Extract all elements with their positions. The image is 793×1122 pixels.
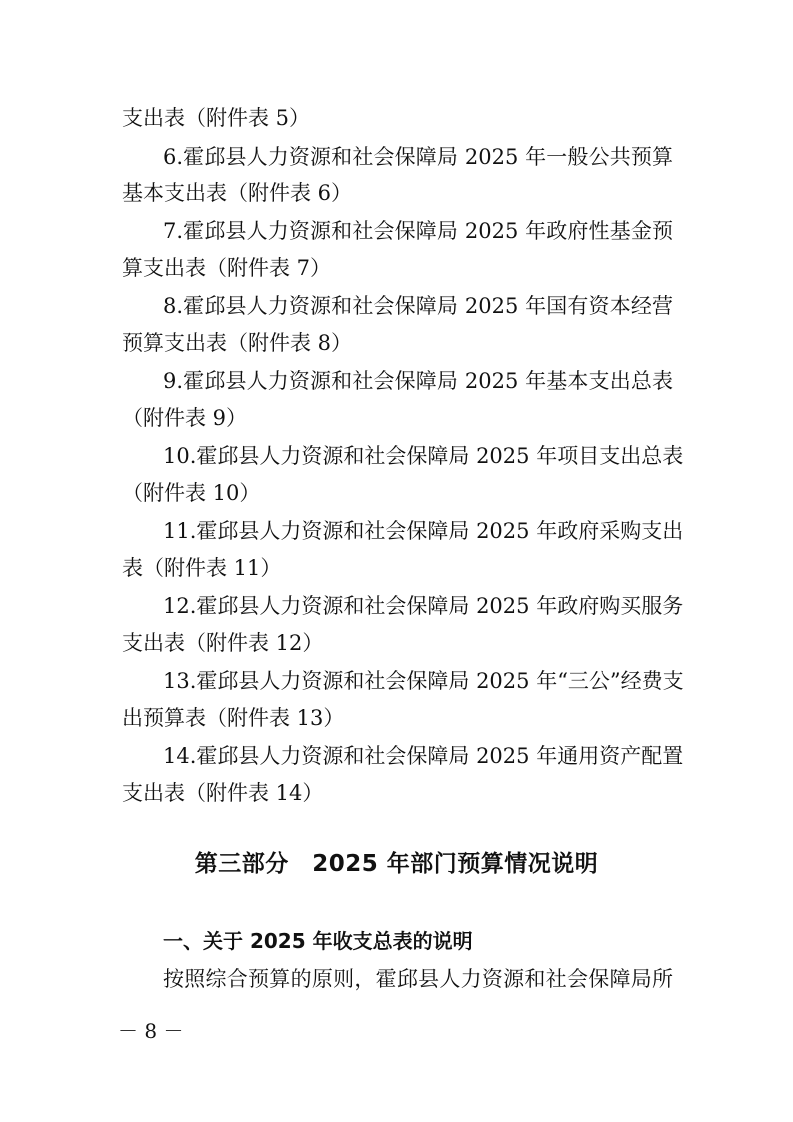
attachment-list-line <box>0 401 793 435</box>
attachment-list-line <box>0 326 793 360</box>
attachment-text: （附件表 9） <box>122 406 248 430</box>
attachment-list-line <box>0 664 793 698</box>
attachment-list-line <box>0 626 793 660</box>
attachment-text: 支出表（附件表 5） <box>122 106 311 130</box>
attachment-list-line <box>0 289 793 323</box>
attachment-list-line <box>0 551 793 585</box>
attachment-text: 8.霍邱县人力资源和社会保障局 2025 年国有资本经营 <box>163 294 673 318</box>
attachment-text: 7.霍邱县人力资源和社会保障局 2025 年政府性基金预 <box>163 219 673 243</box>
attachment-text: 13.霍邱县人力资源和社会保障局 2025 年“三公”经费支 <box>163 669 684 693</box>
attachment-list-line <box>0 514 793 548</box>
attachment-list-line <box>0 101 793 135</box>
attachment-list-line <box>0 589 793 623</box>
attachment-list-line <box>0 701 793 735</box>
subsection-heading: 一、关于 2025 年收支总表的说明 <box>163 929 473 953</box>
page-number: － 8 － <box>118 1019 184 1043</box>
attachment-list-line <box>0 140 793 174</box>
body-text: 按照综合预算的原则，霍邱县人力资源和社会保障局所 <box>163 967 673 991</box>
section-heading: 第三部分 2025 年部门预算情况说明 <box>194 851 599 877</box>
attachment-list-line <box>0 214 793 248</box>
attachment-list-line <box>0 251 793 285</box>
attachment-text: 12.霍邱县人力资源和社会保障局 2025 年政府购买服务 <box>163 594 684 618</box>
attachment-text: 出预算表（附件表 13） <box>122 706 345 730</box>
attachment-list-line <box>0 176 793 210</box>
attachment-list-line <box>0 476 793 510</box>
attachment-list-line <box>0 776 793 810</box>
attachment-text: 预算支出表（附件表 8） <box>122 331 353 355</box>
attachment-text: 支出表（附件表 12） <box>122 631 324 655</box>
attachment-text: 6.霍邱县人力资源和社会保障局 2025 年一般公共预算 <box>163 145 673 169</box>
attachment-text: 10.霍邱县人力资源和社会保障局 2025 年项目支出总表 <box>163 444 684 468</box>
attachment-text: 11.霍邱县人力资源和社会保障局 2025 年政府采购支出 <box>163 519 684 543</box>
attachment-text: 支出表（附件表 14） <box>122 781 324 805</box>
attachment-text: （附件表 10） <box>122 481 261 505</box>
attachment-text: 基本支出表（附件表 6） <box>122 181 353 205</box>
body-paragraph <box>0 962 793 996</box>
attachment-text: 算支出表（附件表 7） <box>122 256 332 280</box>
attachment-text: 9.霍邱县人力资源和社会保障局 2025 年基本支出总表 <box>163 369 673 393</box>
attachment-text: 14.霍邱县人力资源和社会保障局 2025 年通用资产配置 <box>163 744 684 768</box>
attachment-list-line <box>0 739 793 773</box>
attachment-list-line <box>0 364 793 398</box>
attachment-text: 表（附件表 11） <box>122 556 282 580</box>
attachment-list-line <box>0 439 793 473</box>
